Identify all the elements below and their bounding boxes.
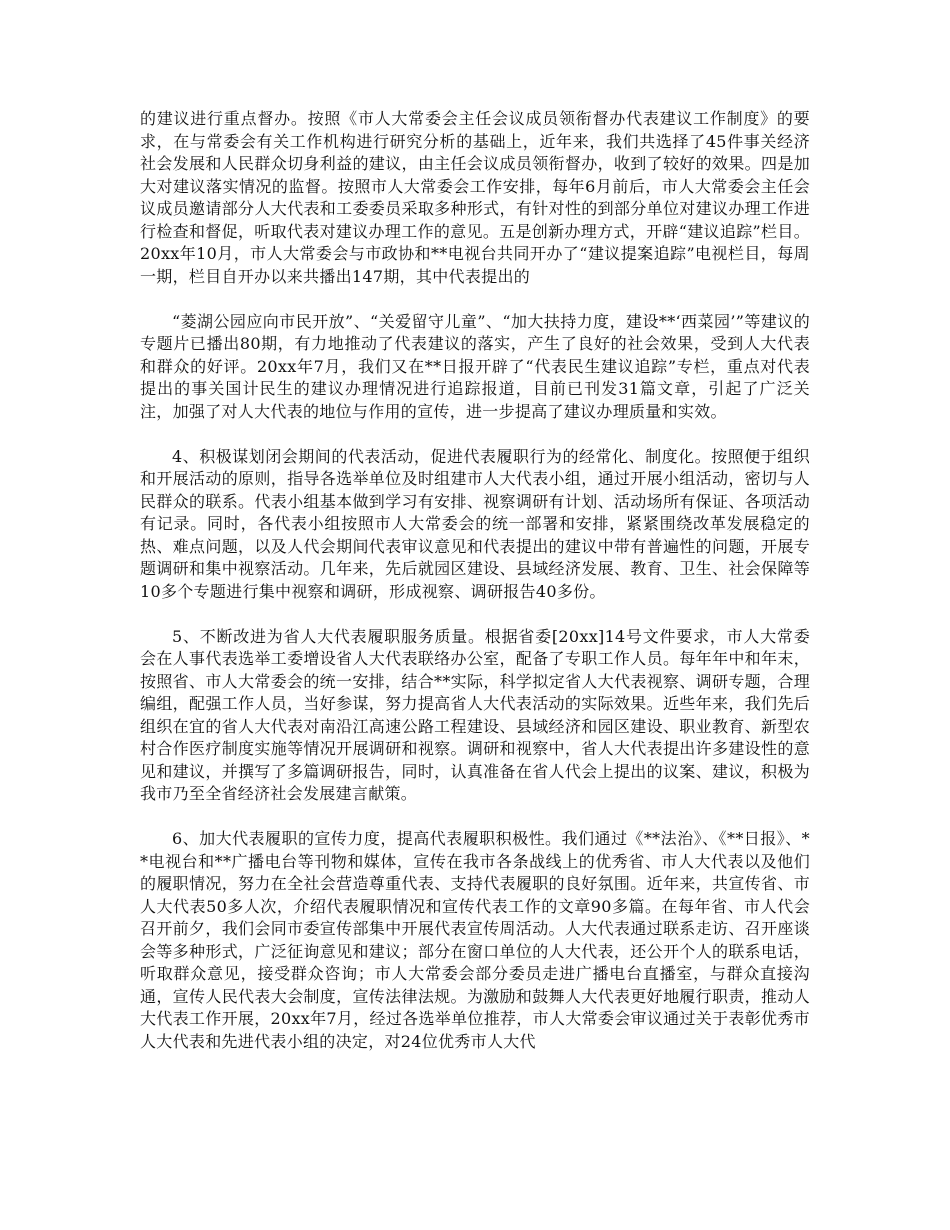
paragraph-item-5-provincial-service: 5、不断改进为省人大代表履职服务质量。根据省委[20xx]14号文件要求，市人大常委会在人事代表选举工委增设省人大代表联络办公室，配备了专职工作人员。每年年中和年末，按照省、市人大常委会的统一安排，结合**实际，科学拟定省人大代表视察、调研专题，合理编组，配强工作人员，当好参谋，努力提高省人大代表活动的实际效果。近些年来，我们先后组织在宜的省人大代表对南沿江高速公路工程建设、县域经济和园区建设、职业教育、新型农村合作医疗制度实施等情况开展调研和视察。调研和视察中，省人大代表提出许多建设性的意见和建议，并撰写了多篇调研报告，同时，认真准备在省人代会上提出的议案、建议，积极为我市乃至全省经济社会发展建言献策。 — [140, 626, 810, 803]
document-page — [140, 108, 810, 1076]
paragraph-item-6-publicity: 6、加大代表履职的宣传力度，提高代表履职积极性。我们通过《**法治》、《**日报》、**电视台和**广播电台等刊物和媒体，宣传在我市各条战线上的优秀省、市人大代表以及他们的履职情况，努力在全社会营造尊重代表、支持代表履职的良好氛围。近年来，共宣传省、市人大代表50多人次，介绍代表履职情况和宣传代表工作的文章90多篇。在每年省、市人代会召开前夕，我们会同市委宣传部集中开展代表宣传周活动。人大代表通过联系走访、召开座谈会等多种形式，广泛征询意见和建议；部分在窗口单位的人大代表，还公开个人的联系电话，听取群众意见，接受群众咨询；市人大常委会部分委员走进广播电台直播室，与群众直接沟通，宣传人民代表大会制度，宣传法律法规。为激励和鼓舞人大代表更好地履行职责，推动人大代表工作开展，20xx年7月，经过各选举单位推荐，市人大常委会审议通过关于表彰优秀市人大代表和先进代表小组的决定，对24位优秀市人大代 — [140, 829, 810, 1051]
paragraph-suggestion-supervision: 的建议进行重点督办。按照《市人大常委会主任会议成员领衔督办代表建议工作制度》的要求，在与常委会有关工作机构进行研究分析的基础上，近年来，我们共选择了45件事关经济社会发展和人民群众切身利益的建议，由主任会议成员领衔督办，收到了较好的效果。四是加大对建议落实情况的监督。按照市人大常委会工作安排，每年6月前后，市人大常委会主任会议成员邀请部分人大代表和工委委员采取多种形式，有针对性的到部分单位对建议办理工作进行检查和督促，听取代表对建议办理工作的意见。五是创新办理方式，开辟“建议追踪”栏目。20xx年10月，市人大常委会与市政协和**电视台共同开办了“建议提案追踪”电视栏目，每周一期，栏目自开办以来共播出147期，其中代表提出的 — [140, 109, 810, 286]
paragraph-item-4-recess-activities: 4、积极谋划闭会期间的代表活动，促进代表履职行为的经常化、制度化。按照便于组织和开展活动的原则，指导各选举单位及时组建市人大代表小组，通过开展小组活动，密切与人民群众的联系。代表小组基本做到学习有安排、视察调研有计划、活动场所有保证、各项活动有记录。同时，各代表小组按照市人大常委会的统一部署和安排，紧紧围绕改革发展稳定的热、难点问题，以及人代会期间代表审议意见和代表提出的建议中带有普遍性的问题，开展专题调研和集中视察活动。几年来，先后就园区建设、县域经济发展、教育、卫生、社会保障等10多个专题进行集中视察和调研，形成视察、调研报告40多份。 — [140, 446, 810, 601]
paragraph-special-programs: “菱湖公园应向市民开放”、“关爱留守儿童”、“加大扶持力度，建设**‘西菜园’”等建议的专题片已播出80期，有力地推动了代表建议的落实，产生了良好的社会效果，受到人大代表和群众的好评。20xx年7月，我们又在**日报开辟了“代表民生建议追踪”专栏，重点对代表提出的事关国计民生的建议办理情况进行追踪报道，目前已刊发31篇文章，引起了广泛关注，加强了对人大代表的地位与作用的宣传，进一步提高了建议办理质量和实效。 — [140, 311, 810, 421]
